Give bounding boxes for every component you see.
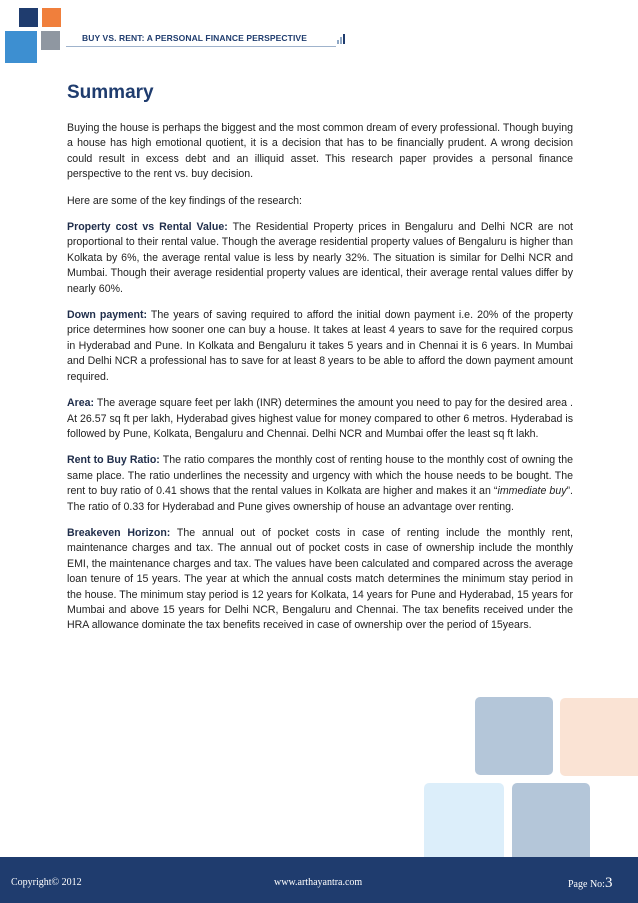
copyright-text: Copyright© 2012 xyxy=(11,877,82,888)
finding-label: Down payment: xyxy=(67,309,148,322)
decor-square-ice xyxy=(424,783,504,857)
logo-square-navy xyxy=(19,8,38,27)
finding-label: Rent to Buy Ratio: xyxy=(67,454,160,467)
footer-bar xyxy=(0,857,638,903)
decor-square-steel-small xyxy=(512,783,590,857)
page-number: Page No:3 xyxy=(568,875,613,891)
header-title: BUY VS. RENT: A PERSONAL FINANCE PERSPECTIVE xyxy=(82,33,307,43)
signal-bars-icon xyxy=(337,34,347,44)
finding-label: Breakeven Horizon: xyxy=(67,526,171,539)
logo-square-light-blue xyxy=(5,31,37,63)
intro-paragraph: Buying the house is perhaps the biggest and the most common dream of every professional. Though buying a house has high emotional quotient, it is a decision that has to be financially prudent. A wrong decision could result in excess debt and an illiquid asset. This research paper provides a personal finance perspective to the rent vs. buy decision. xyxy=(67,122,573,181)
logo-square-orange xyxy=(42,8,61,27)
finding-area: Area: The average square feet per lakh (INR) determines the amount you need to pay for the desired area . At 26.57 sq ft per lakh, Hyderabad gives highest value for money compared to other 6 metros. Hyderabad is followed by Pune, Kolkata, Bengaluru and Chennai. Delhi NCR and Mumbai offer the least sq ft lakh. xyxy=(67,397,573,440)
logo-square-gray xyxy=(41,31,60,50)
decor-square-peach xyxy=(560,698,638,776)
finding-label: Property cost vs Rental Value: xyxy=(67,221,228,234)
website-link[interactable]: www.arthayantra.com xyxy=(274,877,363,888)
finding-property-cost: Property cost vs Rental Value: The Residential Property prices in Bengaluru and Delhi NCR are not proportional to their rental value. Though the average residential property values of Bengaluru is higher than Kolkata by 6%, the average rental value is less by nearly 32%. The situation is similar for Delhi NCR and Mumbai. Though their average residential property values are identical, their average rental values differ by nearly 60%. xyxy=(67,221,573,295)
lead-in-paragraph: Here are some of the key findings of the research: xyxy=(67,194,302,207)
summary-body xyxy=(67,121,573,645)
page-title: Summary xyxy=(67,82,154,103)
finding-label: Area: xyxy=(67,397,95,410)
finding-rent-to-buy: Rent to Buy Ratio: The ratio compares the monthly cost of renting house to the monthly cost of owning the same place. The ratio underlines the necessity and urgency with which the house needs to be bought. The rent to buy ratio of 0.41 shows that the rental values in Kolkata are higher and makes it an “immediate buy”. The ratio of 0.33 for Hyderabad and Pune gives ownership of house an advantage over renting. xyxy=(67,454,573,513)
header-divider xyxy=(66,46,336,47)
decor-square-steel xyxy=(475,697,553,775)
finding-breakeven: Breakeven Horizon: The annual out of pocket costs in case of renting include the monthly rent, maintenance charges and tax. The annual out of pocket costs in case of ownership include the monthly EMI, the maintenance charges and tax. The values have been calculated and compared across the average loan tenure of 15 years. The year at which the annual costs match determines the minimum stay period in the house. The minimum stay period is 12 years for Kolkata, 14 years for Pune and Hyderabad, 15 years for Mumbai and above 15 years for Delhi NCR, Bengaluru and Chennai. The tax benefits received under the HRA allowance dominate the tax benefits received in case of ownership over the period of 15years. xyxy=(67,526,573,632)
finding-down-payment: Down payment: The years of saving required to afford the initial down payment i.e. 20% of the property price determines how sooner one can buy a house. It takes at least 4 years to save for the required corpus in Hyderabad and Pune. In Kolkata and Bengaluru it takes 5 years and in Chennai it is 6 years. In Mumbai and Delhi NCR a professional has to save for at least 8 years to be able to afford the down payment amount required. xyxy=(67,309,573,383)
